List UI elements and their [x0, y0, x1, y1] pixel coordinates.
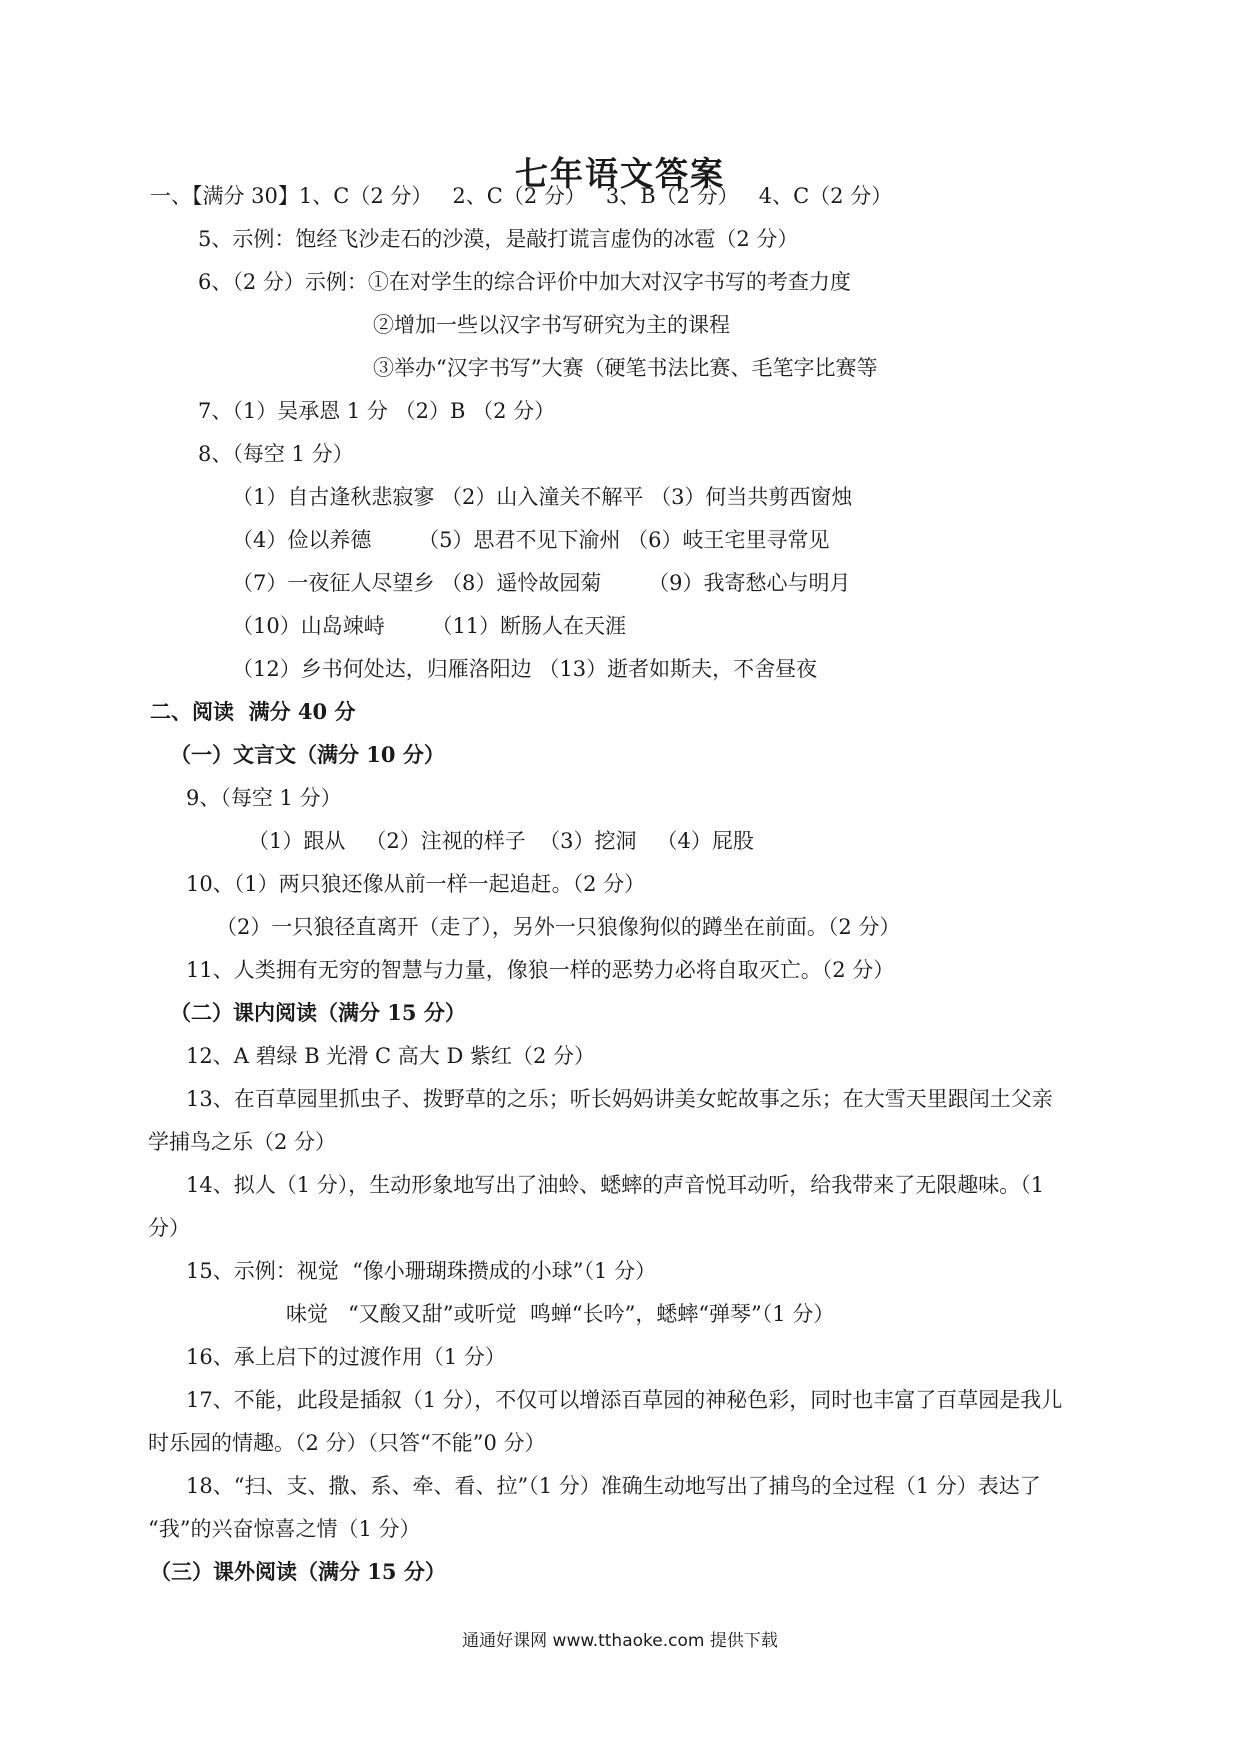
answer-q9-items: （1）跟从 （2）注视的样子 （3）挖洞 （4）屁股 — [248, 829, 754, 853]
answer-q12: 12、A 碧绿 B 光滑 C 高大 D 紫红（2 分） — [186, 1044, 595, 1068]
answer-q10-line1: 10、（1）两只狼还像从前一样一起追赶。（2 分） — [186, 872, 646, 896]
answer-q17-line1: 17、不能，此段是插叙（1 分），不仅可以增添百草园的神秘色彩，同时也丰富了百草园是我儿 — [186, 1388, 1063, 1412]
answer-q8-row: （12）乡书何处达，归雁洛阳边 （13）逝者如斯夫，不舍昼夜 — [232, 657, 818, 681]
answer-q7: 7、（1）吴承恩 1 分 （2）B （2 分） — [198, 399, 556, 423]
answer-q6-line2: ②增加一些以汉字书写研究为主的课程 — [373, 313, 730, 337]
answer-q13-line1: 13、在百草园里抓虫子、拨野草的之乐；听长妈妈讲美女蛇故事之乐；在大雪天里跟闰土父亲 — [186, 1087, 1053, 1111]
section2-header: 二、阅读 满分 40 分 — [150, 699, 356, 724]
answer-q8: 8、（每空 1 分） — [198, 442, 354, 466]
section1-header: 一、【满分 30】1、C（2 分） 2、C（2 分） 3、B（2 分） 4、C（2 分） — [150, 184, 893, 208]
answer-q16: 16、承上启下的过渡作用（1 分） — [186, 1345, 506, 1369]
answer-q9: 9、（每空 1 分） — [186, 786, 342, 810]
answer-q8-row: （7）一夜征人尽望乡 （8）遥怜故园菊 （9）我寄愁心与明月 — [232, 571, 851, 595]
answer-q13-line2: 学捕鸟之乐（2 分） — [148, 1130, 337, 1154]
answer-q11: 11、人类拥有无穷的智慧与力量，像狼一样的恶势力必将自取灭亡。（2 分） — [186, 958, 895, 982]
answer-q14-line2: 分） — [148, 1216, 190, 1240]
answer-q6-line3: ③举办“汉字书写”大赛（硬笔书法比赛、毛笔字比赛等 — [373, 356, 878, 380]
answer-q5: 5、示例：饱经飞沙走石的沙漠，是敲打谎言虚伪的冰雹（2 分） — [198, 227, 799, 251]
footer-credit: 通通好课网 www.tthaoke.com 提供下载 — [462, 1631, 778, 1651]
answer-q10-line2: （2）一只狼径直离开（走了），另外一只狼像狗似的蹲坐在前面。（2 分） — [216, 915, 901, 939]
answer-q8-row: （10）山岛竦峙 （11）断肠人在天涯 — [232, 614, 627, 638]
answer-q8-row: （1）自古逢秋悲寂寥 （2）山入潼关不解平 （3）何当共剪西窗烛 — [232, 485, 853, 509]
answer-q17-line2: 时乐园的情趣。（2 分）（只答“不能”0 分） — [148, 1431, 546, 1455]
answer-q15-line1: 15、示例：视觉 “像小珊瑚珠攒成的小球”（1 分） — [186, 1259, 657, 1283]
answer-q6-line1: 6、（2 分）示例：①在对学生的综合评价中加大对汉字书写的考查力度 — [198, 270, 851, 294]
answer-q14-line1: 14、拟人（1 分），生动形象地写出了油蛉、蟋蟀的声音悦耳动听，给我带来了无限趣味。（1 — [186, 1173, 1045, 1197]
part3-header: （三）课外阅读（满分 15 分） — [150, 1559, 446, 1584]
part2-header: （二）课内阅读（满分 15 分） — [170, 1000, 466, 1025]
answer-q18-line2: “我”的兴奋惊喜之情（1 分） — [148, 1517, 421, 1541]
answer-q15-line2: 味觉 “又酸又甜”或听觉 鸣蝉“长吟”，蟋蟀“弹琴”（1 分） — [286, 1302, 835, 1326]
answer-q18-line1: 18、“扫、支、撒、系、牵、看、拉”（1 分）准确生动地写出了捕鸟的全过程（1 分）表达了 — [186, 1474, 1041, 1498]
part1-header: （一）文言文（满分 10 分） — [170, 742, 445, 767]
page-title: 七年语文答案 — [515, 154, 725, 193]
answer-q8-row: （4）俭以养德 （5）思君不见下渝州 （6）岐王宅里寻常见 — [232, 528, 830, 552]
